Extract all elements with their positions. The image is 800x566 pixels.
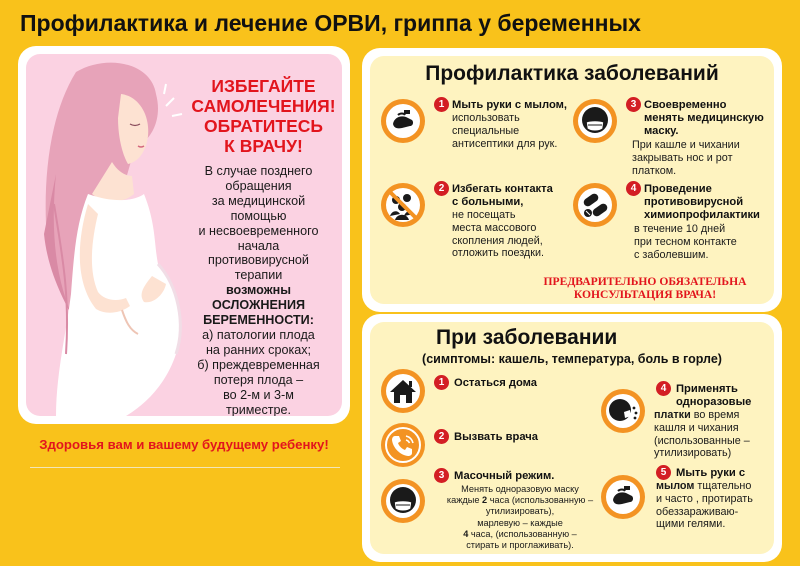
- divider: [30, 467, 340, 468]
- step-number: 2: [434, 429, 449, 444]
- house-icon: [380, 368, 426, 414]
- title-line: Проведение: [644, 183, 712, 195]
- title-line: платки: [654, 409, 691, 421]
- text-part: каждые: [446, 495, 480, 506]
- illness-panel: [370, 322, 774, 554]
- title-line: Мыть руки с: [676, 467, 746, 479]
- info-line: во 2-м и 3-м: [223, 387, 294, 402]
- illness-card: [362, 314, 782, 562]
- text-line: [440, 495, 600, 506]
- page-title: Профилактика и лечение ОРВИ, гриппа у беременных: [20, 10, 641, 36]
- text-line: места массового: [452, 221, 537, 234]
- warning-line: ИЗБЕГАЙТЕ: [211, 76, 316, 96]
- warning-line: ОБРАТИТЕСЬ: [204, 116, 323, 136]
- prevention-item-title: [452, 183, 553, 209]
- info-line: триместре.: [225, 402, 292, 416]
- text-line: [654, 409, 774, 422]
- text-line: платком.: [632, 164, 677, 177]
- complications-info: [176, 164, 341, 416]
- info-line: В случае позднего: [204, 164, 313, 178]
- step-number: 3: [626, 97, 641, 112]
- text-line: Менять одноразовую маску: [461, 484, 579, 494]
- prevention-title: Профилактика заболеваний: [425, 62, 719, 85]
- prevention-item-text: [632, 139, 740, 177]
- info-line: и несвоевременного: [198, 223, 319, 238]
- consult-line: КОНСУЛЬТАЦИЯ ВРАЧА!: [573, 288, 717, 301]
- step-number: 3: [434, 468, 449, 483]
- text-part: во время: [693, 409, 740, 421]
- illness-title: При заболевании: [436, 326, 618, 349]
- title-line: Своевременно: [644, 99, 727, 111]
- text-line: специальные: [452, 124, 520, 137]
- text-line: щими гелями.: [656, 518, 726, 531]
- cough-icon: [600, 388, 646, 434]
- pills-icon: [572, 182, 618, 228]
- text-line: отложить поездки.: [452, 247, 544, 260]
- text-line: антисептики для рук.: [452, 137, 558, 150]
- prevention-item-text: [452, 209, 544, 260]
- text-line: [440, 529, 600, 540]
- text-line: и часто , протирать: [656, 492, 753, 505]
- text-line: стирать и проглаживать).: [466, 540, 574, 551]
- info-line: терапии: [234, 268, 283, 283]
- step-number: 5: [656, 465, 671, 480]
- text-line: [656, 480, 776, 493]
- phone-icon: [380, 422, 426, 468]
- info-line: за медицинской: [211, 193, 306, 208]
- hours-value: 2: [482, 495, 488, 506]
- title-line: противовирусной: [644, 196, 744, 208]
- info-line: обращения: [225, 178, 292, 193]
- info-bold-line: ОСЛОЖНЕНИЯ: [211, 298, 306, 313]
- illness-item-title: Остаться дома: [454, 377, 537, 389]
- warning-line: К ВРАЧУ!: [224, 136, 303, 156]
- prevention-card: [362, 48, 782, 312]
- info-line: начала: [237, 238, 280, 253]
- step-number: 4: [626, 181, 641, 196]
- step-number: 2: [434, 181, 449, 196]
- text-line: обеззараживаю-: [656, 505, 739, 518]
- illness-item-text: [656, 480, 776, 531]
- text-part: часа (использованную –: [489, 495, 594, 506]
- text-line: использовать: [452, 112, 520, 124]
- illness-subtitle: (симптомы: кашель, температура, боль в горле): [422, 352, 722, 366]
- text-line: закрывать нос и рот: [632, 151, 733, 164]
- text-line: с заболевшим.: [634, 248, 709, 261]
- mask-icon: [572, 98, 618, 144]
- prevention-panel: [370, 56, 774, 304]
- illness-item-title: Вызвать врача: [454, 431, 538, 443]
- illness-item-text: [440, 484, 600, 551]
- self-treatment-warning: [176, 76, 342, 156]
- illness-item-title: [676, 467, 745, 480]
- mask-icon: [380, 478, 426, 524]
- text-line: не посещать: [452, 209, 516, 221]
- title-line: менять медицинскую: [644, 112, 764, 124]
- text-line: при тесном контакте: [634, 235, 737, 248]
- text-line: При кашле и чихании: [632, 139, 740, 151]
- warning-card: [18, 46, 350, 424]
- illness-item-title: [676, 383, 751, 409]
- prevention-item-text: [452, 112, 557, 150]
- title-line: одноразовые: [676, 396, 752, 408]
- pregnant-woman-illustration: [26, 54, 201, 416]
- step-number: 4: [656, 381, 671, 396]
- info-line: потеря плода –: [213, 372, 304, 387]
- health-wish: Здоровья вам и вашему будущему ребенку!: [39, 437, 329, 452]
- title-line: химиопрофилактики: [644, 209, 760, 221]
- warning-panel: [26, 54, 342, 416]
- handwash-icon: [600, 474, 646, 520]
- text-line: утилизировать): [654, 447, 732, 460]
- step-number: 1: [434, 375, 449, 390]
- title-line: маску.: [644, 125, 679, 137]
- no-crowd-icon: [380, 182, 426, 228]
- doctor-consultation-note: [520, 275, 770, 301]
- text-line: утилизировать),: [485, 506, 555, 517]
- info-line: на ранних сроках;: [205, 342, 312, 357]
- text-line: марлевую – каждые: [477, 517, 563, 528]
- title-line: Применять: [676, 383, 738, 395]
- info-line: помощью: [230, 208, 287, 223]
- prevention-item-title: [644, 99, 764, 138]
- text-line: кашля и чихания: [654, 421, 739, 434]
- info-line: а) патологии плода: [202, 327, 315, 342]
- warning-line: САМОЛЕЧЕНИЯ!: [191, 96, 336, 116]
- prevention-item-title: [644, 183, 760, 222]
- consult-line: ПРЕДВАРИТЕЛЬНО ОБЯЗАТЕЛЬНА: [543, 275, 747, 288]
- text-line: скопления людей,: [452, 234, 543, 247]
- hours-value: 4: [463, 528, 469, 539]
- illness-item-text: [654, 409, 774, 460]
- title-line: мылом: [656, 480, 695, 492]
- info-bold-line: возможны: [225, 283, 292, 298]
- text-part: часа, (использованную –: [470, 528, 577, 539]
- text-line: в течение 10 дней: [634, 223, 726, 235]
- text-part: тщательно: [697, 480, 752, 492]
- illness-item-title: Масочный режим.: [454, 470, 555, 482]
- text-line: (использованные –: [654, 434, 750, 447]
- info-line: б) преждевременная: [197, 357, 320, 372]
- title-line: с больными,: [452, 196, 524, 208]
- prevention-item-text: [634, 223, 737, 261]
- step-number: 1: [434, 97, 449, 112]
- prevention-item-title: Мыть руки с мылом,: [452, 99, 568, 111]
- info-line: противовирусной: [208, 253, 309, 268]
- info-bold-line: БЕРЕМЕННОСТИ:: [203, 313, 314, 328]
- handwash-icon: [380, 98, 426, 144]
- title-line: Избегать контакта: [452, 183, 553, 195]
